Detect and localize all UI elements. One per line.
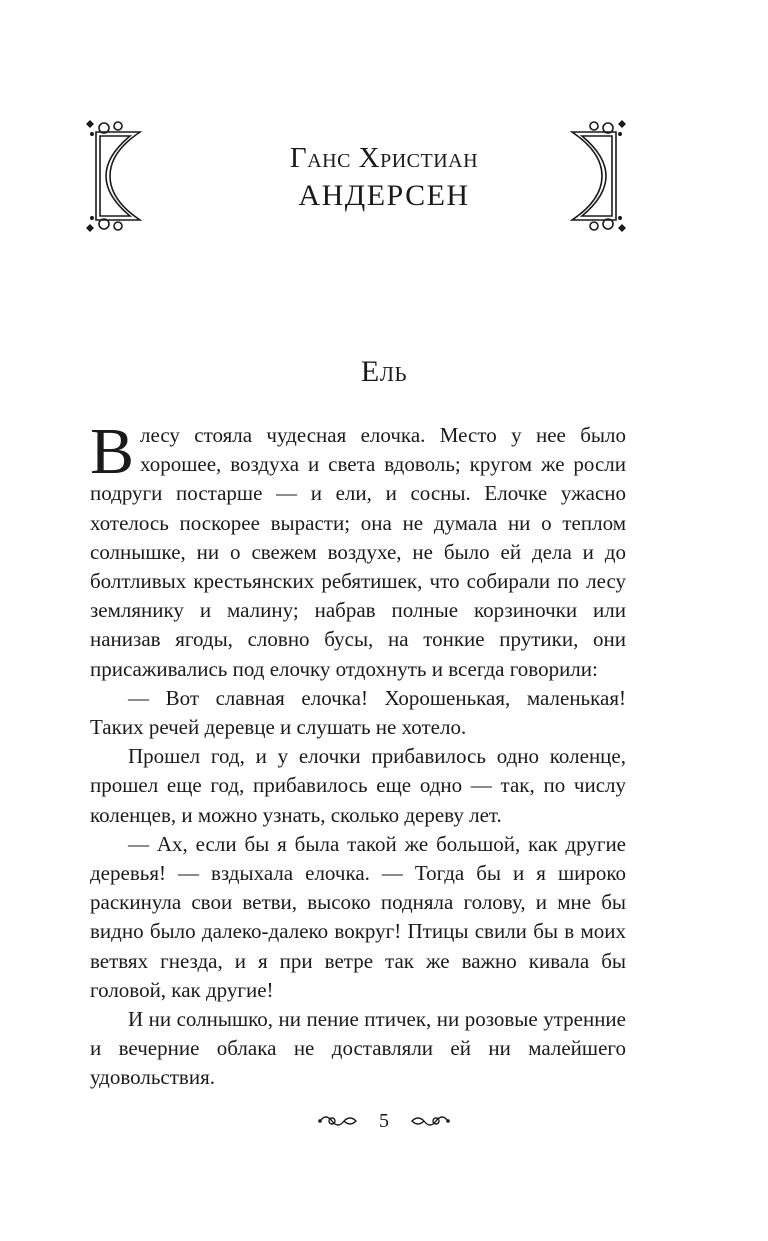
story-title: Ель <box>360 355 408 388</box>
author-name: Ганс Христиан <box>289 142 479 174</box>
flourish-right-icon <box>408 1111 452 1131</box>
story-text <box>90 415 626 1093</box>
paragraph: Прошел год, и у елочки прибавилось одно коленце, прошел еще год, прибавилось еще одно — так, по числу коленцев, и можно узнать, сколько дереву лет. <box>90 744 626 827</box>
drop-cap: В <box>90 415 135 488</box>
author-surname: АНДЕРСЕН <box>298 179 470 212</box>
flourish-left-icon <box>316 1111 360 1131</box>
paragraph: И ни солнышко, ни пение птичек, ни розовые утренние и вечерние облака не доставляли ей ни малейшего удовольствия. <box>90 1007 626 1090</box>
page-number: 5 <box>379 1109 389 1132</box>
page-footer <box>0 1109 768 1133</box>
paragraph: — Вот славная елочка! Хорошенькая, маленькая! Таких речей деревце и слушать не хотело. <box>90 685 626 740</box>
paragraph: — Ах, если бы я была такой же большой, как другие деревья! — вздыхала елочка. — Тогда бы и я широко раскинула свои ветви, высоко подняла голову, и мне бы видно было далеко-далеко вокруг! Птицы свили бы в моих ветвях гнезда, и я при ветре так же важно кивала бы головой, как другие! <box>90 831 626 1002</box>
paragraph <box>90 415 626 684</box>
paragraph-text: лесу стояла чудесная елочка. Место у нее было хорошее, воздуха и света вдоволь; кругом же росли подруги постарше — и ели, и сосны. Елочке ужасно хотелось поскорее вырасти; она не думала ни о теплом солнышке, ни о свежем воздухе, не было ей дела и до болтливых крестьянских ребятишек, что собирали по лесу землянику и малину; набрав полные корзиночки или нанизав ягоды, словно бусы, на тонкие прутики, они присаживались под елочку отдохнуть и всегда говорили: <box>90 423 626 681</box>
page-header <box>0 140 768 216</box>
